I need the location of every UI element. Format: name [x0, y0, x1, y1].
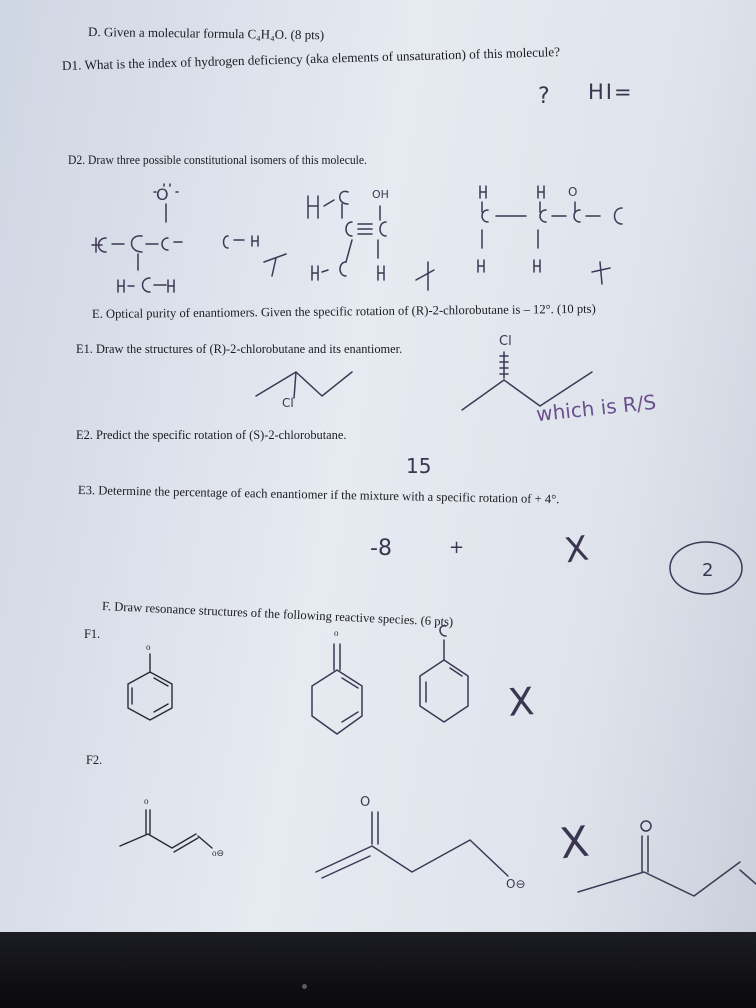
svg-text:o: o	[146, 642, 151, 652]
svg-text:O: O	[360, 795, 371, 810]
desk-surface	[0, 932, 756, 1008]
e3-question: E3. Determine the percentage of each enantiomer if the mixture with a specific rotation of + 4°.	[77, 483, 560, 507]
svg-text:O: O	[568, 185, 578, 199]
f1-drawn-structure-1	[312, 628, 362, 734]
section-d-header: D. Given a molecular formula C₄H₄O. (8 pts)	[87, 24, 325, 43]
f2-printed-structure	[120, 796, 224, 858]
e1-cl-label-right: Cl	[499, 334, 512, 349]
desk-dot	[302, 984, 307, 989]
e3-answer-value: -8	[370, 536, 392, 561]
svg-text:O: O	[156, 185, 169, 204]
section-f-header: F. Draw resonance structures of the following reactive species. (6 pts)	[101, 599, 454, 629]
f1-x-mark: X	[506, 679, 536, 725]
section-e-header: E. Optical purity of enantiomers. Given the specific rotation of (R)-2-chlorobutane is – 12°. (10 pts)	[91, 301, 596, 321]
d2-cross-1	[264, 254, 286, 276]
f2-drawn-structure-2	[578, 821, 756, 896]
e3-answer-plus: +	[449, 537, 465, 558]
e2-answer: 15	[406, 454, 432, 478]
svg-text:O⊖: O⊖	[506, 877, 526, 891]
f2-drawn-structure-1	[316, 795, 526, 891]
e2-question: E2. Predict the specific rotation of (S)-2-chlorobutane.	[76, 428, 347, 442]
d2-isomer-3	[478, 185, 622, 272]
d2-cross-2	[416, 262, 434, 290]
d2-isomer-2	[308, 188, 389, 280]
d1-answer-question-mark: ?	[538, 84, 550, 109]
e1-structure-right	[462, 352, 592, 410]
circled-answer: 2	[702, 560, 714, 581]
d2-question: D2. Draw three possible constitutional isomers of this molecule.	[68, 153, 367, 167]
f2-label: F2.	[86, 753, 103, 767]
svg-text:o: o	[334, 628, 339, 638]
e1-handwritten-note: which is R/S	[535, 389, 658, 427]
f1-drawn-structure-2	[420, 626, 468, 722]
f1-label: F1.	[84, 627, 101, 641]
d1-question: D1. What is the index of hydrogen deficiency (aka elements of unsaturation) of this molecule?	[61, 44, 561, 73]
f1-printed-structure	[128, 642, 172, 720]
d2-isomer-1	[92, 184, 258, 292]
e3-answer-x: X	[562, 528, 591, 572]
d1-answer-hi: HI=	[588, 80, 634, 104]
e1-cl-label-left: Cl	[282, 396, 294, 410]
svg-text:o: o	[144, 796, 149, 806]
svg-text:o⊖: o⊖	[212, 848, 225, 858]
answer-circle	[670, 542, 742, 594]
d2-cross-3	[592, 262, 610, 284]
e1-structure-left	[256, 372, 352, 398]
f2-x-mark: X	[557, 816, 592, 869]
e1-question: E1. Draw the structures of (R)-2-chlorobutane and its enantiomer.	[76, 342, 403, 356]
svg-text:OH: OH	[372, 188, 389, 201]
